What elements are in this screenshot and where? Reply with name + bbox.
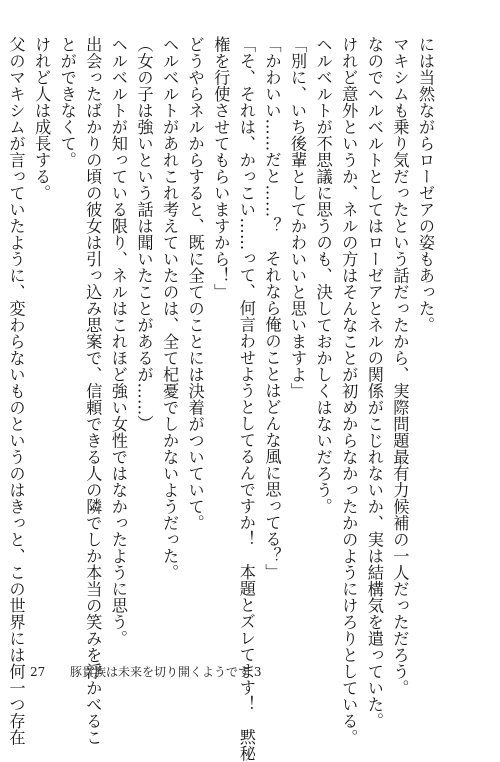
body-line: 「そ、それは、かっこい……って、何言わせようとしてるんですか！ 本題とズレてます！ 黙秘 [236, 36, 256, 762]
body-line: 「別に、いち後輩としてかわいいと思いますよ」 [288, 36, 308, 399]
body-line: けれど人は成長する。 [32, 36, 52, 201]
body-line: 父のマキシムが言っていたように、変わらないものというのはきっと、この世界には何一つ存在 [6, 36, 26, 746]
body-line: ヘルベルトがあれこれ考えていたのは、全て杞憂でしかないようだった。 [160, 36, 180, 581]
body-line: ヘルベルトが知っている限り、ネルはこれほど強い女性ではなかったように思う。 [108, 36, 128, 647]
book-title: 豚貴族は未来を切り開くようです 3 [70, 665, 262, 679]
body-line: 権を行使させてもらいますから！」 [211, 36, 231, 300]
body-line: 「かわいい……だと……？ それなら俺のことはどんな風に思ってる？」 [262, 36, 282, 581]
body-line: けれど意外というか、ネルの方はそんなことが初めからなかったかのようにけろりとしている。 [339, 36, 359, 746]
page-footer [30, 663, 261, 680]
body-line: ヘルベルトが不思議に思うのも、決しておかしくはないだろう。 [313, 36, 333, 515]
body-line: マキシムも乗り気だったという話だったから、実際問題最有力候補の一人だっただろう。 [390, 36, 410, 696]
body-line: 出会ったばかりの頃の彼女は引っ込み思案で、信頼できる人の隣でしか本当の笑みを浮かべるこ [83, 36, 103, 746]
body-line: なのでヘルベルトとしてはローゼアとネルの関係がこじれないか、実は結構気を遣っていた。 [364, 36, 384, 729]
page-number: 27 [30, 665, 46, 679]
body-line: とができなくて。 [57, 36, 77, 168]
body-line: どうやらネルからすると、既に全てのことには決着がついていて。 [185, 36, 205, 531]
body-line: には当然ながらローゼアの姿もあった。 [416, 36, 435, 333]
body-line: （女の子は強いという話は聞いたことがあるが……） [134, 36, 154, 432]
